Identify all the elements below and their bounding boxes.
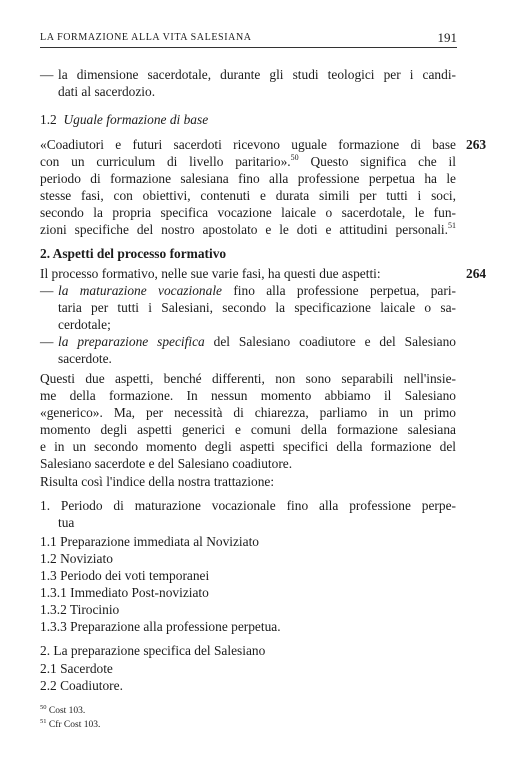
- bullet-dash: —: [40, 283, 54, 298]
- para-aspects-line-2: me della formazione. In nessun momento abbiamo il Salesiano: [40, 388, 456, 403]
- para-263-line-3: periodo di formazione salesiana fino alla professione perpetua ha le: [40, 171, 456, 186]
- index-subitem: 1.1 Preparazione immediata al Noviziato: [40, 534, 260, 549]
- footnote-50: $^{50}$ Cost 103.: [40, 704, 86, 716]
- index-subitem: 1.3.1 Immediato Post-noviziato: [40, 585, 209, 600]
- para-aspects-line-4: momento degli aspetti generici e comuni della formazione salesiana: [40, 422, 456, 437]
- footnote-51: $^{51}$ Cfr Cost 103.: [40, 718, 101, 730]
- section-1-2-number: 1.2: [40, 112, 57, 127]
- running-head: [40, 31, 457, 48]
- para-263-line-1: «Coadiutori e futuri sacerdoti ricevono uguale formazione di base: [40, 137, 456, 152]
- bullet-1-line-1: la maturazione vocazionale fino alla professione perpetua, pari-: [58, 283, 456, 298]
- para-aspects-line-3: «generico». Ma, per necessità di chiarezza, parliamo in un primo: [40, 405, 456, 420]
- para-aspects-line-5: e in un secondo momento degli aspetti specifici della formazione del: [40, 439, 456, 454]
- footnote-ref-50: 50: [290, 153, 299, 162]
- index-item-1-line-1: 1. Periodo di maturazione vocazionale fino alla professione perpe-: [40, 498, 456, 513]
- bullet-top-line-1: la dimensione sacerdotale, durante gli studi teologici per i candi-: [58, 67, 456, 82]
- index-subitem: 1.2 Noviziato: [40, 551, 113, 566]
- running-head-title: LA FORMAZIONE ALLA VITA SALESIANA: [40, 32, 252, 43]
- para-aspects-line-6: Salesiano sacerdote e del Salesiano coadiutore.: [40, 456, 293, 471]
- index-subitem: 1.3 Periodo dei voti temporanei: [40, 568, 210, 583]
- index-subitem: 1.3.3 Preparazione alla professione perpetua.: [40, 619, 281, 634]
- index-item-2: 2. La preparazione specifica del Salesiano: [40, 643, 266, 658]
- section-1-2-heading: [40, 112, 208, 128]
- index-subitem: 2.2 Coadiutore.: [40, 678, 123, 693]
- section-2-heading: 2. Aspetti del processo formativo: [40, 246, 227, 261]
- bullet-2-line-2: sacerdote.: [58, 351, 112, 366]
- para-263-line-2: con un curriculum di livello paritario».$^{50}$ Questo significa che il: [40, 153, 456, 169]
- section-1-2-title: Uguale formazione di base: [63, 112, 209, 127]
- index-item-1-line-2: tua: [58, 515, 75, 530]
- index-intro: Risulta così l'indice della nostra trattazione:: [40, 474, 275, 489]
- footnote-ref-51: 51: [448, 221, 456, 230]
- margin-number-263: 263: [466, 137, 487, 152]
- index-subitem: 2.1 Sacerdote: [40, 661, 113, 676]
- bullet-2-line-1: la preparazione specifica del Salesiano coadiutore e del Salesiano: [58, 334, 457, 349]
- bullet-dash: —: [40, 334, 54, 349]
- para-263-line-4: stesse fasi, con obiettivi, contenuti e durata simili per tutti i soci,: [40, 188, 456, 203]
- bullet-dash: —: [40, 67, 54, 82]
- index-subitem: 1.3.2 Tirocinio: [40, 602, 120, 617]
- para-263-line-5: secondo la propria specifica vocazione laicale o sacerdotale, le fun-: [40, 205, 456, 220]
- para-264-intro: Il processo formativo, nelle sue varie fasi, ha questi due aspetti:: [40, 266, 381, 281]
- bullet-1-line-3: cerdotale;: [58, 317, 111, 332]
- para-aspects-line-1: Questi due aspetti, benché differenti, non sono separabili nell'insie-: [40, 371, 456, 386]
- bullet-top-line-2: dati al sacerdozio.: [58, 84, 156, 99]
- page-number: 191: [437, 30, 457, 45]
- margin-number-264: 264: [466, 266, 487, 281]
- bullet-1-line-2: taria per tutti i Salesiani, secondo la specificazione laicale o sa-: [58, 300, 456, 315]
- para-263-line-6: zioni specifiche del nostro apostolato e le doti e attitudini personali.$^{51}$: [40, 221, 456, 237]
